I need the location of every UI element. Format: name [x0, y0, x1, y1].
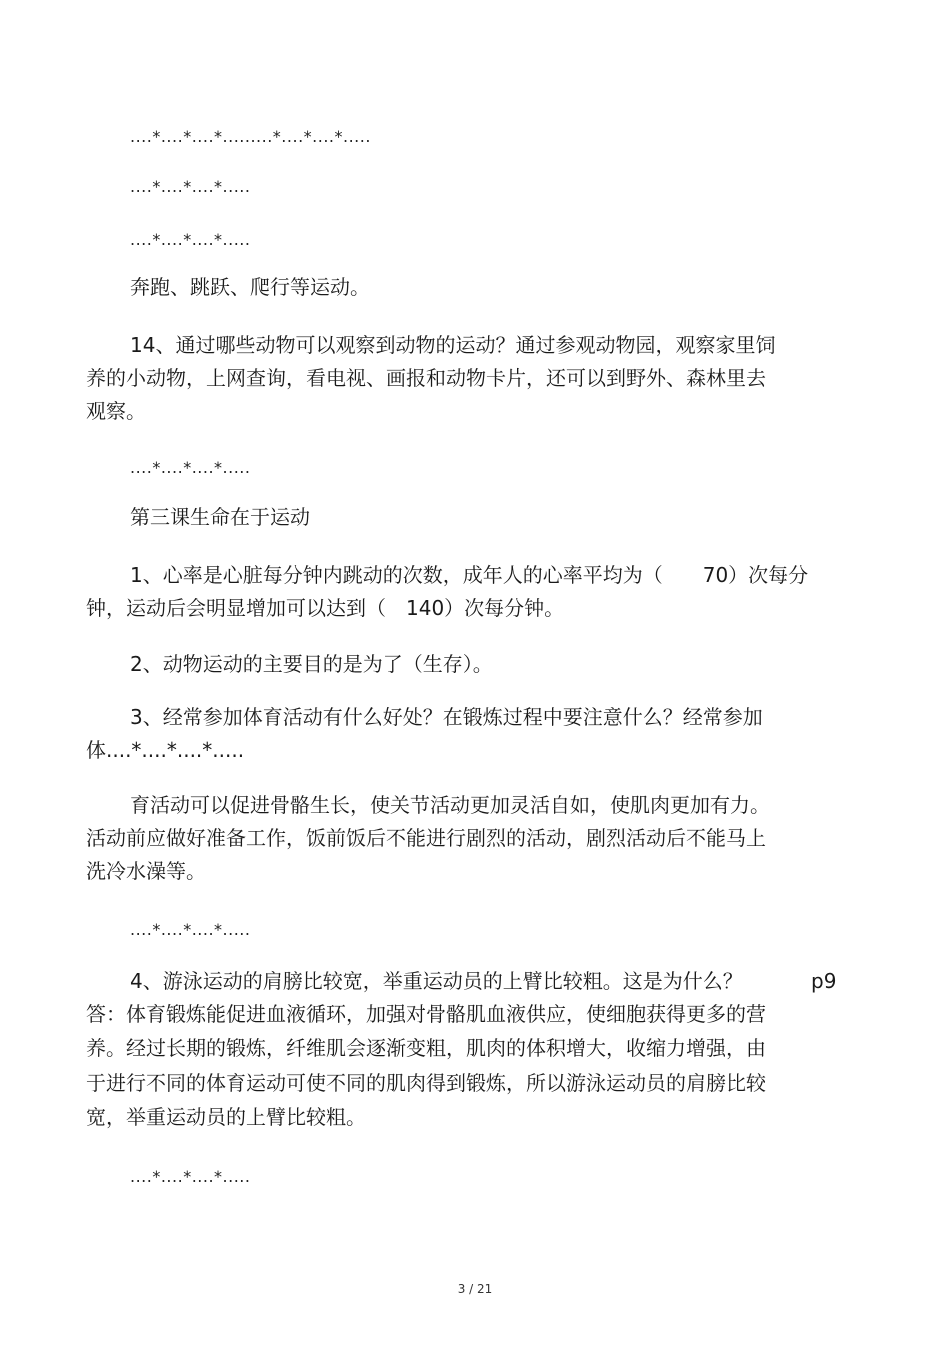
separator-line: ....*....*....*..... [130, 177, 251, 196]
question-3-line: 体....*....*....*..... [86, 738, 245, 762]
paragraph-line: 奔跑、跳跃、爬行等运动。 [130, 275, 370, 299]
answer-3-line: 洗冷水澡等。 [86, 859, 206, 883]
question-2-line: 2、动物运动的主要目的是为了（生存）。 [130, 652, 493, 676]
separator-line: ....*....*....*.........*....*....*..... [130, 127, 371, 146]
question-14-line: 14、通过哪些动物可以观察到动物的运动？通过参观动物园，观察家里饲 [130, 333, 776, 357]
answer-4-line: 答：体育锻炼能促进血液循环，加强对骨骼肌血液供应，使细胞获得更多的营 [86, 1002, 766, 1026]
answer-4-line: 于进行不同的体育运动可使不同的肌肉得到锻炼，所以游泳运动员的肩膀比较 [86, 1071, 766, 1095]
answer-3-line: 活动前应做好准备工作，饭前饭后不能进行剧烈的活动，剧烈活动后不能马上 [86, 826, 766, 850]
separator-line: ....*....*....*..... [130, 920, 251, 939]
answer-3-line: 育活动可以促进骨骼生长，使关节活动更加灵活自如，使肌肉更加有力。 [130, 793, 770, 817]
answer-4-line: 养。经过长期的锻炼，纤维肌会逐渐变粗，肌肉的体积增大，收缩力增强，由 [86, 1036, 766, 1060]
question-1-line: 1、心率是心脏每分钟内跳动的次数，成年人的心率平均为（ 70）次每分 [130, 563, 809, 587]
question-1-line: 钟，运动后会明显增加可以达到（ 140）次每分钟。 [86, 596, 565, 620]
question-14-line: 观察。 [86, 399, 146, 423]
question-4-line: 4、游泳运动的肩膀比较宽，举重运动员的上臂比较粗。这是为什么？ [130, 969, 743, 993]
section-heading: 第三课生命在于运动 [130, 505, 310, 529]
separator-line: ....*....*....*..... [130, 458, 251, 477]
separator-line: ....*....*....*..... [130, 1167, 251, 1186]
page-number: 3 / 21 [457, 1282, 493, 1296]
answer-4-line: 宽，举重运动员的上臂比较粗。 [86, 1105, 366, 1129]
question-14-line: 养的小动物，上网查询，看电视、画报和动物卡片，还可以到野外、森林里去 [86, 366, 766, 390]
question-3-line: 3、经常参加体育活动有什么好处？在锻炼过程中要注意什么？经常参加 [130, 705, 763, 729]
separator-line: ....*....*....*..... [130, 230, 251, 249]
page-reference: p9 [811, 969, 837, 993]
